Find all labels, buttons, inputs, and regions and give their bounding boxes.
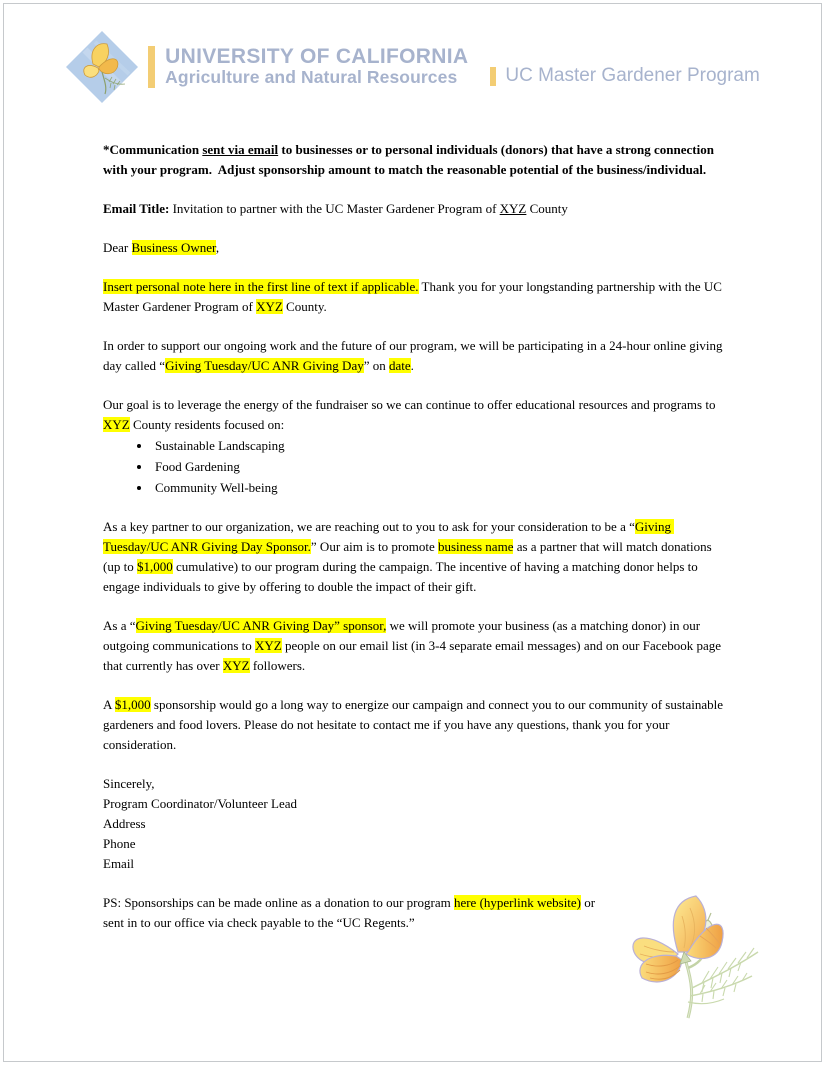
text-run: ” on	[363, 358, 389, 373]
text-run: Thank you for your longstanding partnership with the UC Master Gardener Program of	[103, 279, 726, 314]
highlighted-placeholder: $1,000	[136, 559, 173, 574]
poppy-illustration	[600, 890, 772, 1028]
highlighted-placeholder: Insert personal note here in the first line of text if applicable.	[103, 279, 419, 294]
highlighted-placeholder: Giving Tuesday/UC ANR Giving Day	[165, 358, 364, 373]
intro-note-paragraph	[103, 140, 725, 180]
highlighted-placeholder: XYZ	[222, 658, 250, 673]
text-run: *Communication	[103, 142, 203, 157]
topic-item: • Community Well-being	[152, 478, 725, 498]
highlighted-placeholder: XYZ	[255, 638, 282, 653]
signature-line: Phone	[103, 836, 136, 851]
text-run: Email Title:	[103, 201, 170, 216]
program-name: UC Master Gardener Program	[505, 65, 760, 86]
text-run: A	[103, 697, 115, 712]
logo-divider-bar	[148, 46, 155, 88]
text-run: or sent in to our office via check payable to the “UC Regents.”	[103, 895, 599, 930]
text-run: sent via email	[202, 142, 279, 157]
highlighted-placeholder: date	[389, 358, 411, 373]
sponsor-ask-paragraph	[103, 517, 725, 597]
text-run: people on our email list (in 3-4 separate email messages) and on our Facebook page that currently has over	[103, 638, 725, 673]
poppy-petals	[633, 896, 723, 982]
division-name: Agriculture and Natural Resources	[165, 67, 458, 88]
program-logo-block	[490, 65, 759, 87]
text-run: as a partner that will match donations (up to	[103, 539, 715, 574]
email-title-line	[103, 199, 725, 219]
text-run: sponsorship would go a long way to energize our campaign and connect you to our community of sustainable gardeners and food lovers. Please do not hesitate to contact me if you have any questions, thank you for your consideration.	[103, 697, 727, 752]
highlighted-placeholder: Giving Tuesday/UC ANR Giving Day Sponsor.	[103, 519, 675, 554]
highlighted-placeholder: XYZ	[103, 417, 130, 432]
text-run: to businesses or to personal individuals (donors) that have a strong connection with your program. Adjust sponsorship amount to match the reasonable potential of the business/individual.	[103, 142, 718, 177]
document-page	[3, 3, 822, 1062]
highlighted-placeholder: Giving Tuesday/UC ANR Giving Day” sponsor,	[135, 618, 387, 633]
text-run: As a key partner to our organization, we are reaching out to you to ask for your consideration to be a “	[103, 519, 635, 534]
highlighted-placeholder: Business Owner	[131, 240, 216, 255]
text-run: As a “	[103, 618, 136, 633]
text-run: In order to support our ongoing work and the future of our program, we will be participating in a 24-hour online giving day called “	[103, 338, 726, 373]
signature-line: Sincerely,	[103, 776, 155, 791]
university-name: UNIVERSITY OF CALIFORNIA	[165, 45, 469, 69]
header-logo	[4, 30, 821, 104]
text-run: followers.	[249, 658, 306, 673]
amount-paragraph	[103, 695, 725, 755]
text-run: .	[410, 358, 414, 373]
highlighted-placeholder: here (hyperlink website)	[453, 895, 582, 910]
text-run: we will promote your business (as a matching donor) in our outgoing communications to	[103, 618, 704, 653]
text-run: ,	[215, 240, 220, 255]
text-run: cumulative) to our program during the campaign. The incentive of having a matching donor helps to engage individuals to give by offering to double the impact of their gift.	[103, 559, 701, 594]
signature-line: Email	[103, 856, 135, 871]
logo-text-block	[165, 46, 468, 87]
text-run: Our goal is to leverage the energy of the fundraiser so we can continue to offer educational resources and programs to	[103, 397, 719, 412]
text-run: County residents focused on:	[129, 417, 285, 432]
promotion-paragraph	[103, 616, 725, 676]
giving-day-paragraph	[103, 336, 725, 376]
salutation-line	[103, 238, 725, 258]
letter-body	[4, 104, 821, 933]
signature-line: Program Coordinator/Volunteer Lead	[103, 796, 297, 811]
topics-list	[103, 436, 725, 498]
text-run: PS: Sponsorships can be made online as a donation to our program	[103, 895, 454, 910]
highlighted-placeholder: business name	[438, 539, 514, 554]
text-run: County.	[282, 299, 327, 314]
text-run: ” Our aim is to promote	[310, 539, 438, 554]
ucanr-diamond-logo-icon	[65, 30, 139, 104]
text-run: Invitation to partner with the UC Master Gardener Program of	[169, 201, 500, 216]
personal-note-paragraph	[103, 277, 725, 317]
text-run: County	[526, 201, 568, 216]
highlighted-placeholder: $1,000	[114, 697, 151, 712]
goal-paragraph	[103, 395, 725, 435]
text-run: Dear	[103, 240, 132, 255]
signature-block	[103, 774, 725, 874]
topic-item: • Food Gardening	[152, 457, 725, 477]
signature-line: Address	[103, 816, 146, 831]
highlighted-placeholder: XYZ	[256, 299, 283, 314]
ps-paragraph	[103, 893, 605, 933]
text-run: XYZ	[499, 201, 527, 216]
program-divider-bar	[490, 67, 496, 86]
topic-item: • Sustainable Landscaping	[152, 436, 725, 456]
